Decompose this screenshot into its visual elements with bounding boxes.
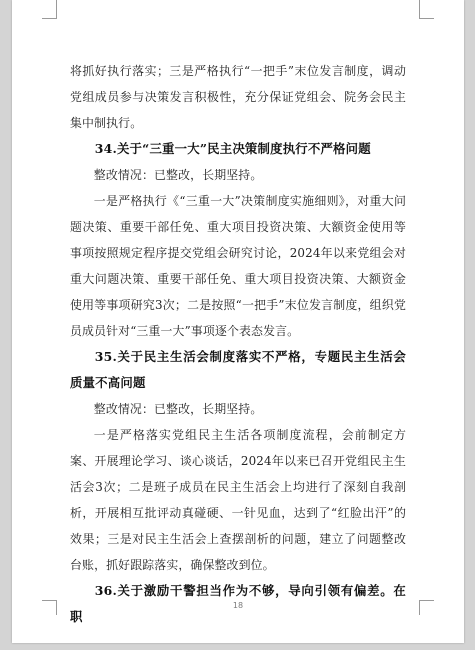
rectification-status-34: 整改情况：已整改，长期坚持。 bbox=[93, 168, 263, 182]
paragraph-continuation: 将抓好执行落实；三是严格执行“一把手”末位发言制度，调动党组成员参与决策发言积极性，充分保证党组会、院务会民主集中制执行。 bbox=[70, 64, 406, 130]
document-body bbox=[70, 58, 406, 630]
rectification-status-35: 整改情况：已整改，长期坚持。 bbox=[93, 402, 263, 416]
crop-mark-top-left bbox=[42, 0, 57, 19]
crop-mark-top-right bbox=[419, 0, 434, 19]
rectification-detail-35: 一是严格落实党组民主生活各项制度流程，会前制定方案、开展理论学习、谈心谈话，2024年以来已召开党组民主生活会3次；二是班子成员在民主生活会上均进行了深刻自我剖析，开展相互批评动真碰硬、一针见血，达到了“红脸出汗”的效果；三是对民主生活会上查摆剖析的问题，建立了问题整改台账，抓好跟踪落实，确保整改到位。 bbox=[70, 428, 406, 572]
section-heading-35: 35.关于民主生活会制度落实不严格，专题民主生活会质量不高问题 bbox=[70, 349, 406, 390]
rectification-detail-34: 一是严格执行《“三重一大”决策制度实施细则》，对重大问题决策、重要干部任免、重大项目投资决策、大额资金使用等事项按照规定程序提交党组会研究讨论，2024年以来党组会对重大问题决策、重要干部任免、重大项目投资决策、大额资金使用等事项研究3次；二是按照“一把手”末位发言制度，组织党员成员针对“三重一大”事项逐个表态发言。 bbox=[70, 194, 406, 338]
section-heading-36: 36.关于激励干警担当作为不够，导向引领有偏差。在职 bbox=[70, 583, 406, 624]
section-heading-34: 34.关于“三重一大”民主决策制度执行不严格问题 bbox=[94, 141, 371, 156]
document-page bbox=[12, 0, 464, 643]
page-number: 18 bbox=[232, 601, 244, 610]
